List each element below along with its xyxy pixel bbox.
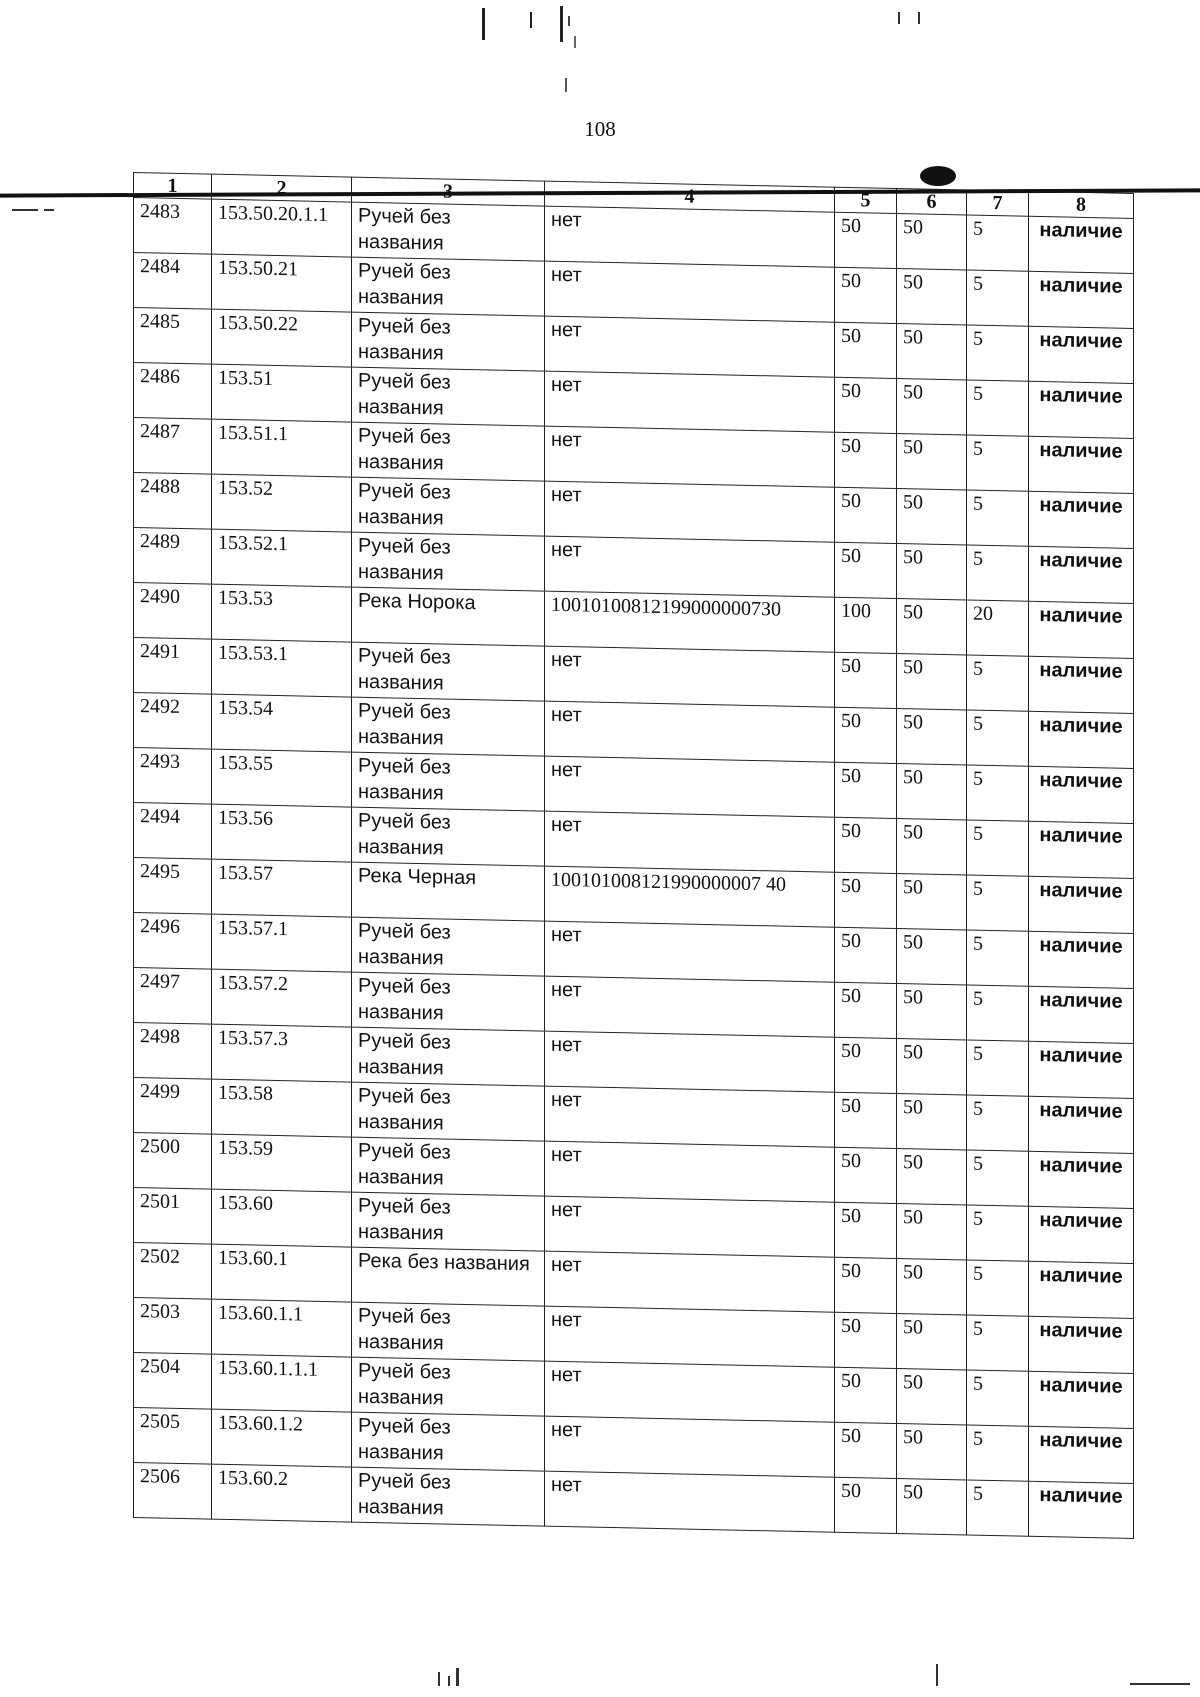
table-cell: нет (545, 426, 835, 487)
table-cell: наличие (1029, 491, 1134, 548)
table-cell: 50 (835, 542, 897, 598)
table-cell: наличие (1029, 1371, 1134, 1428)
table-cell: Ручей без названия (352, 917, 545, 976)
table-cell: Ручей без названия (352, 1137, 545, 1196)
table-cell: 50 (835, 1092, 897, 1148)
table-cell: 50 (835, 707, 897, 763)
table-cell: 50 (897, 213, 967, 269)
table-cell: 100101008121990000007З0 (545, 591, 835, 652)
registry-table-wrap (133, 172, 1134, 1539)
table-cell: 153.50.20.1.1 (212, 199, 352, 257)
table-cell: 50 (835, 212, 897, 268)
table-cell: 153.57.1 (212, 914, 352, 972)
page-number: 108 (584, 117, 616, 141)
table-cell: Ручей без названия (352, 1302, 545, 1361)
table-cell: нет (545, 1196, 835, 1257)
table-cell: 2502 (134, 1243, 212, 1300)
table-cell: 5 (967, 1260, 1029, 1316)
table-cell: 5 (967, 270, 1029, 326)
table-cell: Река Черная (352, 862, 545, 921)
table-cell: 2505 (134, 1408, 212, 1465)
table-cell: Ручей без названия (352, 422, 545, 481)
table-cell: 2488 (134, 473, 212, 530)
table-cell: Ручей без названия (352, 532, 545, 591)
table-cell: 153.60.1.1 (212, 1299, 352, 1357)
table-cell: нет (545, 1361, 835, 1422)
table-cell: 153.51.1 (212, 419, 352, 477)
table-cell: нет (545, 481, 835, 542)
table-cell: 2487 (134, 418, 212, 475)
table-cell: 153.50.21 (212, 254, 352, 312)
table-cell: нет (545, 1416, 835, 1477)
table-cell: нет (545, 701, 835, 762)
table-cell: нет (545, 261, 835, 322)
table-cell: наличие (1029, 436, 1134, 493)
table-cell: 5 (967, 545, 1029, 601)
table-cell: 2506 (134, 1463, 212, 1520)
table-cell: 50 (897, 653, 967, 709)
table-cell: 153.60.1 (212, 1244, 352, 1302)
table-cell: 5 (967, 1480, 1029, 1536)
table-cell: нет (545, 811, 835, 872)
table-cell: 153.54 (212, 694, 352, 752)
table-cell: 153.60.2 (212, 1464, 352, 1522)
table-cell: 153.55 (212, 749, 352, 807)
table-cell: 5 (967, 380, 1029, 436)
table-cell: 153.51 (212, 364, 352, 422)
table-cell: 153.57.3 (212, 1024, 352, 1082)
table-cell: 2500 (134, 1133, 212, 1190)
table-cell: Ручей без названия (352, 202, 545, 261)
table-cell: нет (545, 646, 835, 707)
table-cell: 50 (835, 377, 897, 433)
table-cell: 50 (835, 1257, 897, 1313)
table-cell: нет (545, 206, 835, 267)
table-cell: 2490 (134, 583, 212, 640)
table-cell: 153.58 (212, 1079, 352, 1137)
table-cell: 5 (967, 1315, 1029, 1371)
table-cell: Ручей без названия (352, 972, 545, 1031)
table-cell: 50 (897, 1148, 967, 1204)
table-cell: 2489 (134, 528, 212, 585)
table-cell: 50 (897, 873, 967, 929)
table-cell: 50 (835, 322, 897, 378)
table-cell: 5 (967, 325, 1029, 381)
table-cell: 2491 (134, 638, 212, 695)
table-cell: 50 (835, 1147, 897, 1203)
column-header: 2 (212, 174, 352, 202)
table-cell: 2501 (134, 1188, 212, 1245)
table-cell: 153.60 (212, 1189, 352, 1247)
table-cell: 100101008121990000007 40 (545, 866, 835, 927)
table-cell: Ручей без названия (352, 1082, 545, 1141)
table-cell: 2494 (134, 803, 212, 860)
table-cell: 50 (835, 652, 897, 708)
table-cell: 50 (897, 1093, 967, 1149)
table-cell: наличие (1029, 601, 1134, 658)
table-cell: наличие (1029, 546, 1134, 603)
table-cell: Река Норока (352, 587, 545, 646)
table-cell: 50 (897, 983, 967, 1039)
table-cell: 20 (967, 600, 1029, 656)
table-cell: 5 (967, 930, 1029, 986)
table-cell: Ручей без названия (352, 312, 545, 371)
table-cell: наличие (1029, 766, 1134, 823)
table-cell: 153.56 (212, 804, 352, 862)
table-cell: нет (545, 921, 835, 982)
table-cell: наличие (1029, 1261, 1134, 1318)
table-cell: 153.52 (212, 474, 352, 532)
table-cell: наличие (1029, 1316, 1134, 1373)
table-cell: наличие (1029, 821, 1134, 878)
table-cell: 50 (835, 982, 897, 1038)
table-cell: 50 (835, 1037, 897, 1093)
table-cell: 50 (897, 1203, 967, 1259)
table-cell: 5 (967, 875, 1029, 931)
table-cell: 50 (897, 1038, 967, 1094)
table-cell: 2493 (134, 748, 212, 805)
table-cell: 100 (835, 597, 897, 653)
table-cell: 50 (897, 268, 967, 324)
table-cell: 50 (835, 872, 897, 928)
column-header: 4 (545, 181, 835, 212)
table-cell: 5 (967, 1150, 1029, 1206)
table-cell: 50 (897, 818, 967, 874)
table-cell: нет (545, 1086, 835, 1147)
table-cell: 50 (835, 762, 897, 818)
table-cell: 50 (835, 817, 897, 873)
table-cell: 153.60.1.2 (212, 1409, 352, 1467)
table-cell: нет (545, 1251, 835, 1312)
table-cell: 50 (897, 1258, 967, 1314)
table-cell: Ручей без названия (352, 1467, 545, 1526)
table-cell: нет (545, 536, 835, 597)
table-cell: наличие (1029, 656, 1134, 713)
table-cell: 50 (897, 488, 967, 544)
table-cell: 153.59 (212, 1134, 352, 1192)
table-cell: 50 (835, 1477, 897, 1533)
table-cell: 50 (835, 1312, 897, 1368)
table-cell: нет (545, 316, 835, 377)
table-cell: 50 (835, 267, 897, 323)
table-cell: нет (545, 1141, 835, 1202)
table-cell: 5 (967, 215, 1029, 271)
table-cell: 2492 (134, 693, 212, 750)
table-cell: наличие (1029, 381, 1134, 438)
table-cell: Ручей без названия (352, 1192, 545, 1251)
table-cell: 2484 (134, 253, 212, 310)
table-cell: Ручей без названия (352, 1027, 545, 1086)
table-cell: 50 (897, 433, 967, 489)
table-cell: 5 (967, 435, 1029, 491)
table-cell: Ручей без названия (352, 1412, 545, 1471)
table-cell: 2495 (134, 858, 212, 915)
table-cell: 50 (897, 763, 967, 819)
table-cell: 5 (967, 820, 1029, 876)
table-cell: 50 (897, 323, 967, 379)
table-cell: 50 (897, 708, 967, 764)
table-cell: 50 (897, 1478, 967, 1534)
table-cell: Ручей без названия (352, 257, 545, 316)
table-cell: Ручей без названия (352, 367, 545, 426)
table-cell: 5 (967, 765, 1029, 821)
table-cell: наличие (1029, 1151, 1134, 1208)
table-cell: наличие (1029, 986, 1134, 1043)
table-cell: 5 (967, 655, 1029, 711)
table-cell: 2496 (134, 913, 212, 970)
table-cell: нет (545, 976, 835, 1037)
table-cell: 5 (967, 710, 1029, 766)
table-cell: 5 (967, 1095, 1029, 1151)
table-cell: 50 (897, 1313, 967, 1369)
table-cell: 50 (835, 1202, 897, 1258)
table-cell: 50 (897, 543, 967, 599)
table-cell: 153.52.1 (212, 529, 352, 587)
table-cell: 2498 (134, 1023, 212, 1080)
table-cell: Ручей без названия (352, 807, 545, 866)
table-cell: 153.60.1.1.1 (212, 1354, 352, 1412)
table-cell: 5 (967, 1370, 1029, 1426)
column-header: 3 (352, 177, 545, 206)
table-cell: наличие (1029, 1481, 1134, 1538)
column-header: 6 (897, 188, 967, 214)
table-cell: 5 (967, 1425, 1029, 1481)
table-cell: 50 (897, 928, 967, 984)
table-cell: наличие (1029, 1426, 1134, 1483)
table-cell: 2504 (134, 1353, 212, 1410)
column-header: 1 (134, 173, 212, 200)
table-cell: Ручей без названия (352, 1357, 545, 1416)
table-cell: нет (545, 756, 835, 817)
table-cell: наличие (1029, 931, 1134, 988)
table-cell: 50 (835, 927, 897, 983)
table-cell: Ручей без названия (352, 477, 545, 536)
table-cell: 153.53.1 (212, 639, 352, 697)
table-cell: нет (545, 1031, 835, 1092)
table-cell: 50 (835, 1367, 897, 1423)
table-cell: Ручей без названия (352, 642, 545, 701)
table-cell: 5 (967, 1040, 1029, 1096)
table-cell: 50 (897, 378, 967, 434)
table-cell: 153.53 (212, 584, 352, 642)
table-cell: 153.57.2 (212, 969, 352, 1027)
table-cell: 2503 (134, 1298, 212, 1355)
table-cell: 5 (967, 490, 1029, 546)
table-cell: 2485 (134, 308, 212, 365)
table-cell: 2499 (134, 1078, 212, 1135)
table-cell: 50 (835, 1422, 897, 1478)
table-cell: Река без названия (352, 1247, 545, 1306)
table-cell: 5 (967, 1205, 1029, 1261)
table-cell: нет (545, 371, 835, 432)
table-cell: наличие (1029, 1096, 1134, 1153)
table-cell: наличие (1029, 216, 1134, 273)
table-cell: 2486 (134, 363, 212, 420)
table-cell: наличие (1029, 876, 1134, 933)
table-cell: 153.57 (212, 859, 352, 917)
table-cell: 5 (967, 985, 1029, 1041)
column-header: 8 (1029, 191, 1134, 218)
table-cell: наличие (1029, 1206, 1134, 1263)
table-cell: 50 (835, 432, 897, 488)
table-cell: нет (545, 1306, 835, 1367)
ink-blot (920, 166, 956, 186)
table-cell: наличие (1029, 326, 1134, 383)
table-cell: наличие (1029, 271, 1134, 328)
registry-table (133, 172, 1134, 1539)
table-cell: наличие (1029, 711, 1134, 768)
table-cell: 50 (835, 487, 897, 543)
table-cell: 2483 (134, 198, 212, 255)
column-header: 7 (967, 190, 1029, 216)
table-cell: Ручей без названия (352, 752, 545, 811)
table-cell: нет (545, 1471, 835, 1532)
table-cell: 153.50.22 (212, 309, 352, 367)
table-cell: 2497 (134, 968, 212, 1025)
table-cell: 50 (897, 1368, 967, 1424)
table-cell: наличие (1029, 1041, 1134, 1098)
column-header: 5 (835, 187, 897, 213)
table-cell: 50 (897, 1423, 967, 1479)
table-cell: Ручей без названия (352, 697, 545, 756)
table-cell: 50 (897, 598, 967, 654)
